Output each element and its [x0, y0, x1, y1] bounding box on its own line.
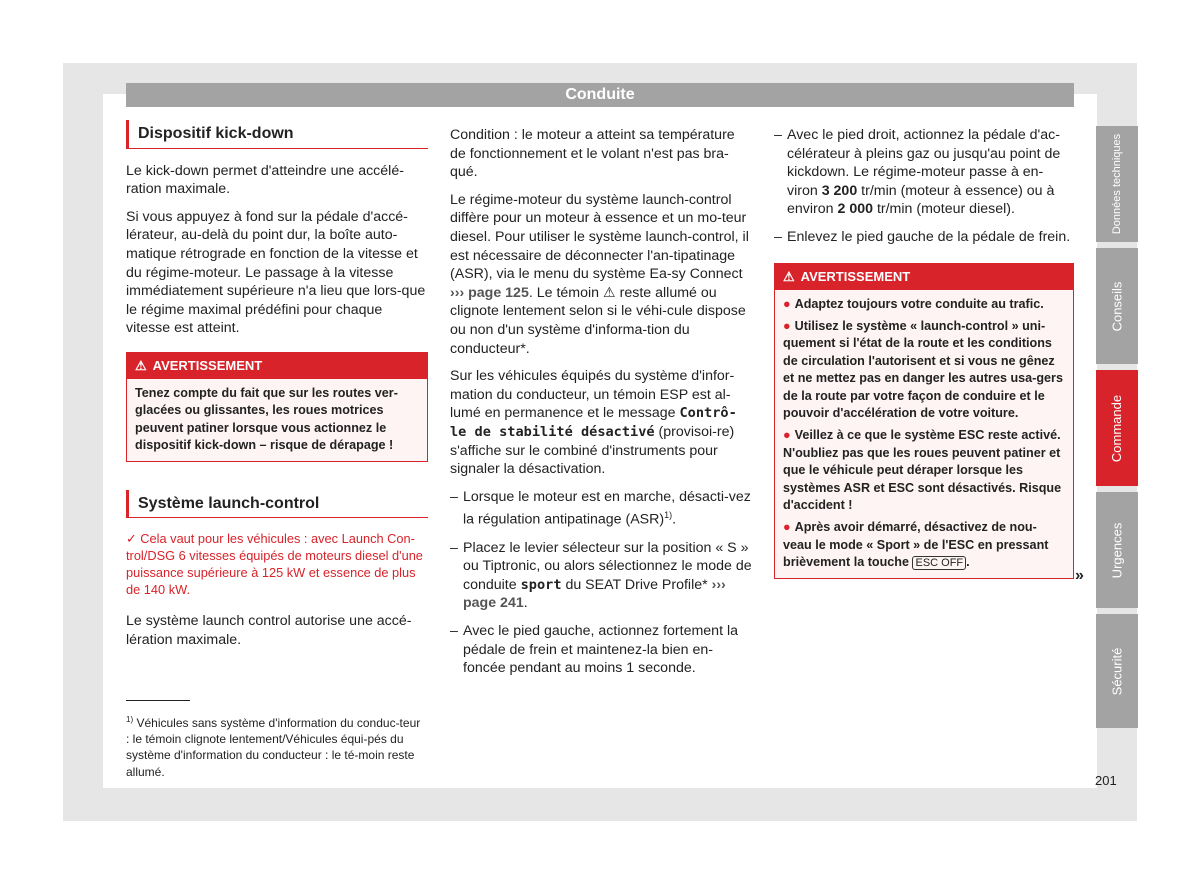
step-item: – Avec le pied gauche, actionnez fortement la pédale de frein et maintenez-la bien en-foncée pendant au moins 1 seconde.: [450, 622, 752, 678]
footnote: [126, 712, 422, 780]
step-item: – Enlevez le pied gauche de la pédale de frein.: [774, 228, 1074, 247]
warning-lamp-icon: ⚠: [602, 284, 616, 301]
footnote-divider: [126, 700, 190, 701]
warning-triangle-icon: ⚠: [135, 357, 147, 373]
page-number: 201: [1095, 773, 1117, 788]
tab-commande[interactable]: Commande: [1096, 370, 1138, 486]
step-item: – Lorsque le moteur est en marche, désacti-vez la régulation antipatinage (ASR)$^{1)}$.: [450, 488, 752, 530]
column-left: [126, 120, 428, 659]
page-reference-link[interactable]: ››› page 125: [450, 284, 529, 301]
paragraph: Condition : le moteur a atteint sa température de fonctionnement et le volant n'est pas bra-qué.: [450, 127, 735, 181]
bullet-dot-icon: ●: [783, 428, 791, 443]
warning-text: Tenez compte du fait que sur les routes ver-glacées ou glissantes, les roues motrices peuvent patiner lorsque vous actionnez le dispositif kick-down – risque de dérapage !: [135, 385, 398, 453]
bullet-dot-icon: ●: [783, 520, 791, 535]
paragraph: Si vous appuyez à fond sur la pédale d'accé-lérateur, au-delà du point dur, la boîte auto-matique rétrograde en fonction de la vitesse et du régime-moteur. Le passage à la vitesse immédiatement supérieure n'a lieu que lors-que le régime maximal prédéfini pour chaque vitesse est atteint.: [126, 208, 426, 337]
step-item: – Avec le pied droit, actionnez la pédale d'ac-célérateur à pleins gaz ou jusqu'au point de kickdown. Le régime-moteur passe à en-viron 3 200 tr/min (moteur à essence) ou à environ 2 000 tr/min (moteur diesel).: [774, 126, 1074, 219]
display-message: Contrô-le de stabilité désactivé: [450, 405, 737, 440]
tab-securite[interactable]: Sécurité: [1096, 614, 1138, 728]
paragraph: Sur les véhicules équipés du système d'infor-mation du conducteur, un témoin ESP est al-lumé en permanence et le message Contrô-le de stabilité désactivé (provisoi-re) s'affiche sur le combiné d'instruments pour signaler la désactivation.: [450, 368, 737, 478]
tab-urgences[interactable]: Urgences: [1096, 492, 1138, 608]
warning-title: AVERTISSEMENT: [800, 268, 911, 284]
tab-conseils[interactable]: Conseils: [1096, 248, 1138, 364]
paragraph: Le régime-moteur du système launch-control diffère pour un moteur à essence et un mo-teur diesel. Pour utiliser le système launch-control, il est nécessaire de déconnecter l'an-tipatinage (ASR), via le menu du système Ea-sy Connect ››› page 125. Le témoin ⚠ reste allumé ou clignote lentement selon si le véhi-cule dispose ou non d'un système d'informa-tion du conducteur*.: [450, 191, 749, 357]
page-reference-link[interactable]: ››› page 241: [463, 576, 726, 612]
column-middle: [450, 126, 752, 687]
warning-item: ● Adaptez toujours votre conduite au trafic.: [783, 296, 1044, 311]
warning-item: ● Après avoir démarré, désactivez de nou-veau le mode « Sport » de l'ESC en pressant brièvement la touche ESC OFF .: [783, 520, 1049, 570]
warning-item: ● Veillez à ce que le système ESC reste activé. N'oubliez pas que les roues peuvent patiner et que le véhicule peut déraper lorsque les systèmes ASR et ESC sont désactivés. Risque d'accident !: [783, 428, 1062, 513]
check-icon: ✓: [126, 531, 137, 547]
continue-arrow-icon: »: [1075, 567, 1084, 584]
applicability-text: Cela vaut pour les véhicules : avec Launch Con-trol/DSG 6 vitesses équipés de moteurs diesel d'une puissance supérieure à 125 kW et essence de plus de 140 kW.: [126, 531, 423, 597]
warning-box: [126, 352, 428, 462]
section-title-launch-control: Système launch-control: [126, 490, 428, 519]
tab-donnees-techniques[interactable]: Données techniques: [1096, 126, 1138, 242]
warning-header: [775, 264, 1073, 290]
step-item: – Placez le levier sélecteur sur la position « S » ou Tiptronic, ou alors sélectionnez le mode de conduite sport du SEAT Drive Profile* ››› page 241.: [450, 539, 752, 613]
warning-box: [774, 263, 1074, 579]
chapter-header: Conduite: [126, 83, 1074, 107]
paragraph: Le système launch control autorise une accé-lération maximale.: [126, 613, 412, 648]
applicability-note: [126, 531, 428, 598]
bullet-dot-icon: ●: [783, 296, 791, 311]
warning-header: [127, 353, 427, 379]
esc-off-button-icon: ESC OFF: [912, 556, 966, 570]
paragraph: Le kick-down permet d'atteindre une accélé-ration maximale.: [126, 162, 404, 198]
bullet-dot-icon: ●: [783, 318, 791, 333]
section-title-kick-down: Dispositif kick-down: [126, 120, 428, 149]
footnote-marker: 1): [126, 715, 134, 724]
footnote-text: Véhicules sans système d'information du conduc-teur : le témoin clignote lentement/Véhicules équi-pés du système d'information du conducteur : le té-moin reste allumé.: [126, 716, 421, 779]
warning-item: ● Utilisez le système « launch-control » uni-quement si l'état de la route et les conditions de circulation l'autorisent et si vous ne gênez et ne mettez pas en danger les autres usa-gers de la route par votre façon de conduire et le pouvoir d'accélération de votre voiture.: [783, 318, 1063, 420]
warning-list: [775, 290, 1073, 578]
column-right: [774, 126, 1074, 595]
footnote-marker: 1): [664, 510, 673, 521]
warning-triangle-icon: ⚠: [783, 268, 795, 284]
drive-mode-label: sport: [520, 576, 562, 593]
warning-title: AVERTISSEMENT: [152, 357, 263, 373]
